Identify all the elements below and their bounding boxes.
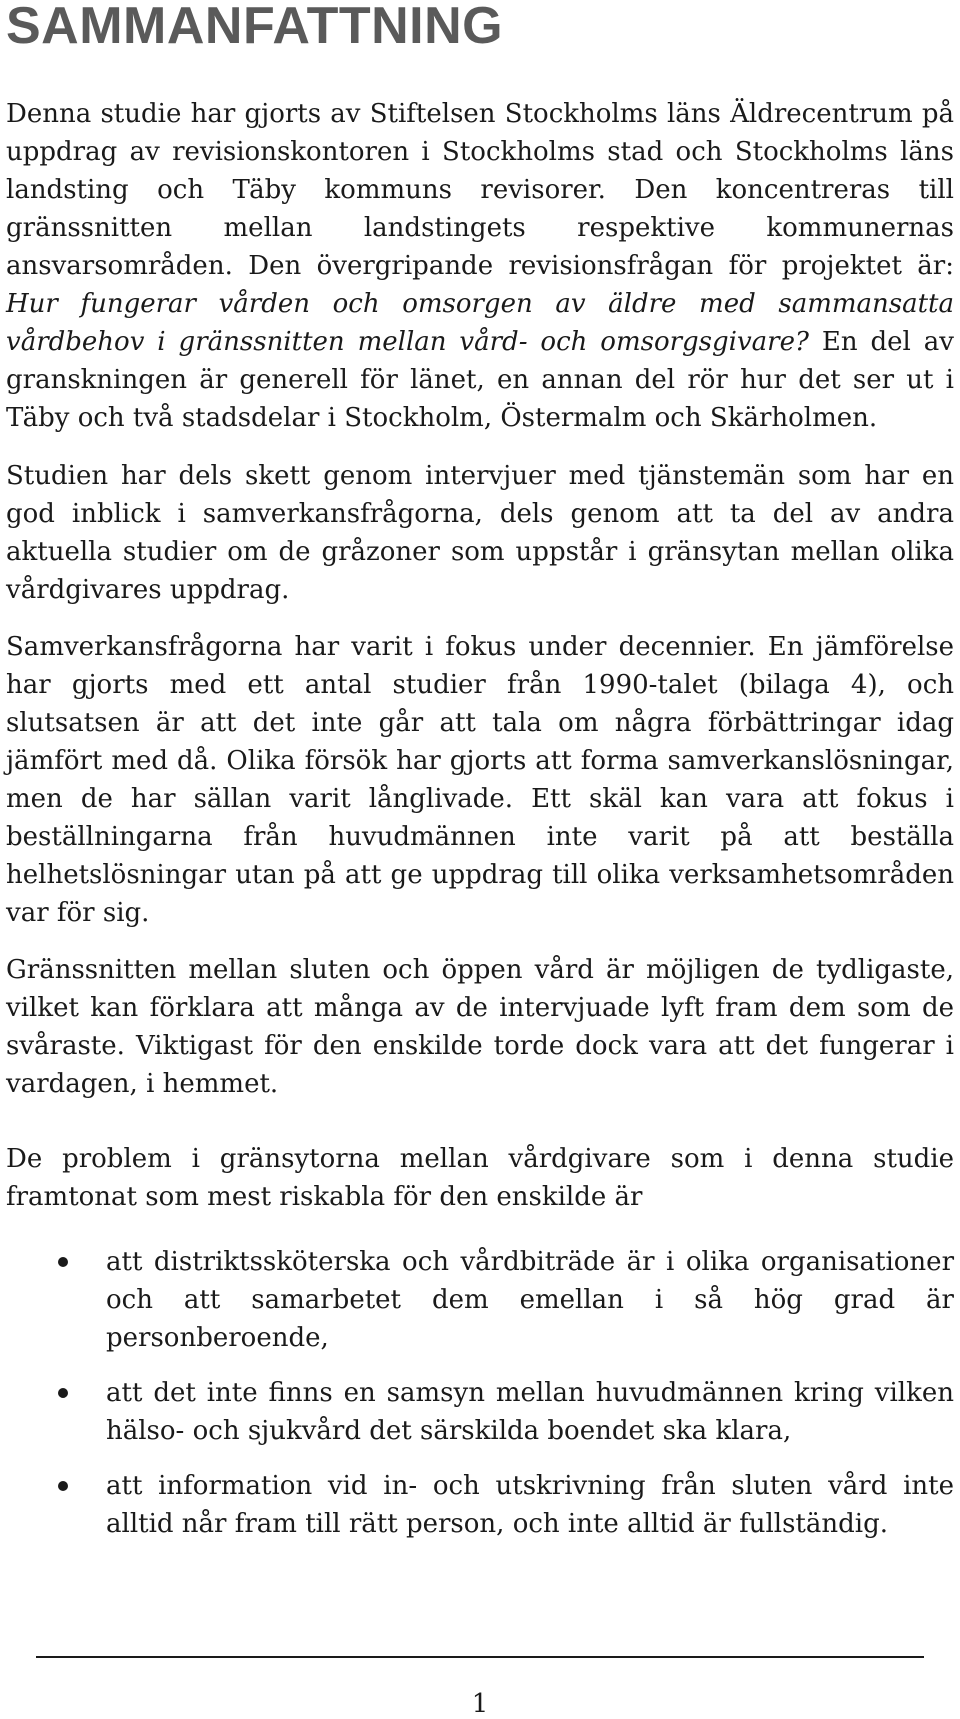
list-item-text: att distriktssköterska och vårdbiträde är i olika organisationer och att samarbetet dem emellan i så hög grad är personberoende, bbox=[106, 1247, 954, 1353]
paragraph-interfaces: Gränssnitten mellan sluten och öppen vård är möjligen de tydligaste, vilket kan förklara att många av de intervjuade lyft fram dem som de svåraste. Viktigast för den enskilde torde dock vara att det fungerar i vardagen, i hemmet. bbox=[6, 955, 954, 1099]
list-item-text: att information vid in- och utskrivning från sluten vård inte alltid når fram till rätt person, och inte alltid är fullständig. bbox=[106, 1471, 954, 1539]
list-item bbox=[6, 1467, 954, 1543]
paragraph-problems-intro: De problem i gränsytorna mellan vårdgivare som i denna studie framtonat som mest riskabla för den enskilde är bbox=[6, 1144, 954, 1212]
paragraph-method: Studien har dels skett genom intervjuer med tjänstemän som har en god inblick i samverkansfrågorna, dels genom att ta del av andra aktuella studier om de gråzoner som uppstår i gränsytan mellan olika vårdgivares uppdrag. bbox=[6, 461, 954, 605]
document-page bbox=[6, 0, 954, 1560]
intro-text-continued: En del av granskningen är generell för länet, en annan del rör hur det ser ut i Täby och två stadsdelar i Stockholm, Östermalm och Skärholmen. bbox=[6, 327, 954, 433]
page-heading: SAMMANFATTNING bbox=[6, 0, 504, 55]
bullet-icon bbox=[58, 1257, 68, 1267]
paragraph-intro bbox=[6, 95, 954, 437]
revision-question: Hur fungerar vården och omsorgen av äldre med sammansatta vårdbehov i gränssnitten mellan vård- och omsorgsgivare? bbox=[6, 289, 954, 357]
intro-text: Denna studie har gjorts av Stiftelsen Stockholms läns Äldrecentrum på uppdrag av revisionskontoren i Stockholms stad och Stockholms läns landsting och Täby kommuns revisorer. Den koncentreras till gränssnitten mellan landstingets respektive kommunernas ansvarsområden. Den övergripande revisionsfrågan för projektet är: bbox=[6, 99, 954, 281]
footer-divider bbox=[36, 1656, 924, 1658]
list-item bbox=[6, 1243, 954, 1357]
bullet-icon bbox=[58, 1388, 68, 1398]
paragraph-comparison: Samverkansfrågorna har varit i fokus under decennier. En jämförelse har gjorts med ett antal studier från 1990-talet (bilaga 4), och slutsatsen är att det inte går att tala om några förbättringar idag jämfört med då. Olika försök har gjorts att forma samverkanslösningar, men de har sällan varit långlivade. Ett skäl kan vara att fokus i beställningarna från huvudmännen inte varit på att beställa helhetslösningar utan på att ge uppdrag till olika verksamhetsområden var för sig. bbox=[6, 632, 954, 928]
list-item-text: att det inte finns en samsyn mellan huvudmännen kring vilken hälso- och sjukvård det särskilda boendet ska klara, bbox=[106, 1378, 954, 1446]
page-number: 1 bbox=[471, 1689, 489, 1719]
bullet-icon bbox=[58, 1481, 68, 1491]
problem-list bbox=[6, 1243, 954, 1543]
list-item bbox=[6, 1374, 954, 1450]
